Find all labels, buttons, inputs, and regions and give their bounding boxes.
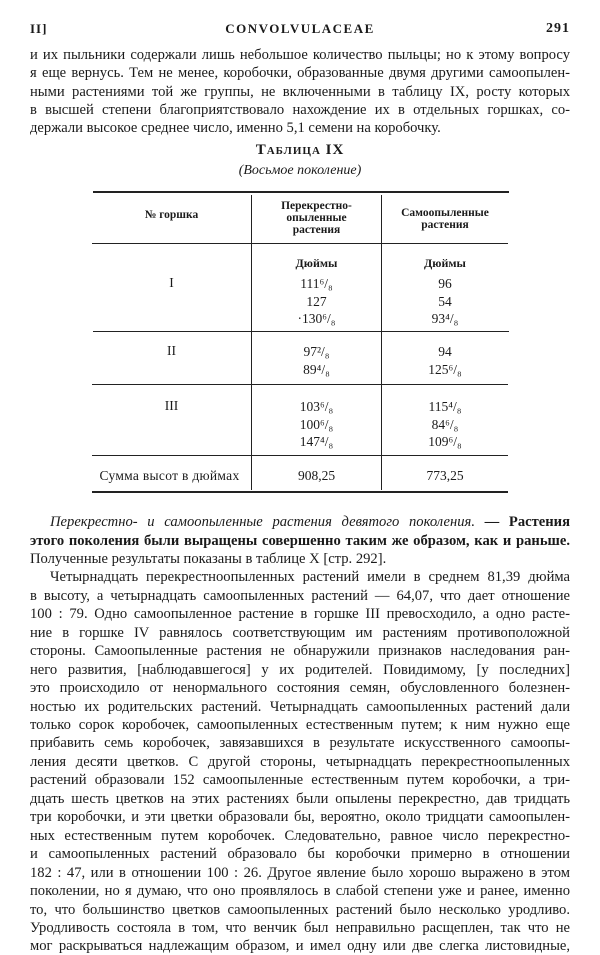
total-cross: 908,25 <box>297 468 336 483</box>
text-line: Полученные результаты показаны в таблице X [стр. 292]. <box>30 550 387 567</box>
chapter-number: II] <box>30 21 48 36</box>
text-line: мог раскрываться надлежащим образом, и имел одну или две слегка листовидные, <box>30 938 570 955</box>
text-line: дцать шесть цветков на этих растениях были опылены перекрестно, дав тридцать <box>30 790 570 807</box>
text-line: 182 : 47, или в отношении 100 : 26. Другое явление было хорошо выражено в этом <box>30 864 570 881</box>
cross-value: 127 <box>306 293 327 309</box>
text-line: этого поколения были выращены совершенно таким же образом, как и раньше. <box>30 532 570 549</box>
pot-number: II <box>167 343 176 358</box>
text-line: ными растениями той же группы, не включенными в таблицу IX, росту которых <box>30 83 570 100</box>
text-line: стороны. Самоопыленные растения не обнаружили признаков наследования ран- <box>30 643 570 660</box>
text-line: 100 : 79. Одно самоопыленное растение в горшке III превосходило, а одно расте- <box>30 606 570 623</box>
self-values <box>382 343 508 378</box>
self-values <box>382 275 508 328</box>
cross-values <box>252 343 381 378</box>
cross-value: ·130⁶/₈ <box>297 311 336 326</box>
unit-self: Дюймы <box>424 256 466 270</box>
text-line: ных естественным путем коробочек. Следовательно, равное число перекрестно- <box>30 827 570 844</box>
section-heading-line <box>50 513 570 531</box>
text-line: Четырнадцать перекрестноопыленных растений имели в среднем 81,39 дюйма <box>50 569 570 586</box>
text-line: поколении, но я думаю, что оно проявлялось в слабой степени уже и ранее, именно <box>30 883 570 900</box>
text-line: ностью их родительских растений. Четырнадцать самоопыленных растений дали <box>30 698 570 715</box>
self-value: 125⁶/₈ <box>428 361 462 377</box>
section-heading-rest: — Растения <box>474 514 570 530</box>
self-value: 84⁶/₈ <box>431 416 459 432</box>
cross-value: 89⁴/₈ <box>303 361 330 377</box>
section-heading: Перекрестно- и самоопыленные растения девятого поколения. <box>50 514 475 530</box>
table-row-rule <box>92 384 508 385</box>
total-label: Сумма высот в дюймах <box>99 468 240 483</box>
cross-value: 97²/₈ <box>303 344 330 359</box>
table-caption: Таблица IX <box>255 142 345 158</box>
table-row-rule <box>93 331 509 332</box>
text-line: ления десяти цветков. С другой стороны, четырнадцать перекрестноопыленных <box>30 753 570 770</box>
self-values <box>382 398 508 451</box>
total-self: 773,25 <box>426 468 464 483</box>
pot-number: I <box>169 275 174 290</box>
self-value: 54 <box>438 293 452 309</box>
cross-value: 103⁶/₈ <box>299 399 334 414</box>
cross-value: 147⁴/₈ <box>299 434 334 449</box>
text-line: него развития, [наблюдавшегося] у их родителей. Повидимому, [у последних] <box>30 661 570 678</box>
table-header-rule <box>92 243 508 244</box>
self-value: 93⁴/₈ <box>431 311 459 326</box>
text-line: это происходило от ненормального состояния семян, обусловленного болезнен- <box>30 680 570 697</box>
text-line: и самоопыленных растений образовало бы коробочки примерно в отношении <box>30 846 570 863</box>
header-self: Самоопыленные растения <box>401 207 489 231</box>
cross-value: 111⁶/₈ <box>300 276 333 291</box>
pot-number: III <box>164 398 179 413</box>
text-line: и их пыльники содержали лишь небольшое количество пыльцы; но к этому вопросу <box>30 47 570 63</box>
text-line: Уродливость состояла в том, что венчик был неправильно расщеплен, так что не <box>30 919 570 936</box>
table-row-rule <box>92 455 508 456</box>
table-bottom-rule <box>92 491 508 493</box>
self-value: 94 <box>438 344 452 359</box>
text-line: держали высокое среднее число, именно 5,1 семени на коробочку. <box>30 120 441 137</box>
running-title: CONVOLVULACEAE <box>225 21 375 36</box>
header-pot: № горшка <box>144 209 199 221</box>
text-line: прибавить семь коробочек, завязавшихся в результате искусственного самоопы- <box>30 735 570 752</box>
text-line: только сорок коробочек, самоопыленных естественным путем; к ним нужно еще <box>30 717 570 733</box>
text-line: в высоту, а четырнадцать самоопыленных растений — 64,07, что дает отношение <box>30 587 570 604</box>
table-subcaption: (Восьмое поколение) <box>238 163 362 178</box>
cross-values <box>252 275 381 328</box>
unit-cross: Дюймы <box>295 256 338 270</box>
self-value: 96 <box>438 276 452 291</box>
text-line: растений образовали 152 самоопыленные естественным путем коробочки, а три- <box>30 772 570 789</box>
cross-values <box>252 398 381 451</box>
self-value: 109⁶/₈ <box>428 434 462 449</box>
page-number: 291 <box>546 21 570 36</box>
header-cross: Перекрестно- опыленные растения <box>281 200 352 236</box>
text-line: я еще вернусь. Тем не менее, коробочки, образованные двумя другими самоопылен- <box>30 65 570 82</box>
cross-value: 100⁶/₈ <box>299 416 334 432</box>
table-top-rule <box>93 191 509 193</box>
text-line: то, что большинство цветков самоопыленных растений было несколько уродливо. <box>30 901 570 918</box>
text-line: в высшей степени благоприятствовало нахождение их в отдельных горшках, со- <box>30 101 570 118</box>
text-line: три коробочки, и эти цветки образовали бы, вероятно, около тридцати самоопылен- <box>30 809 570 826</box>
text-line: ние в горшке IV равнялось соответствующим им растениям противоположной <box>30 624 570 641</box>
self-value: 115⁴/₈ <box>428 399 462 414</box>
